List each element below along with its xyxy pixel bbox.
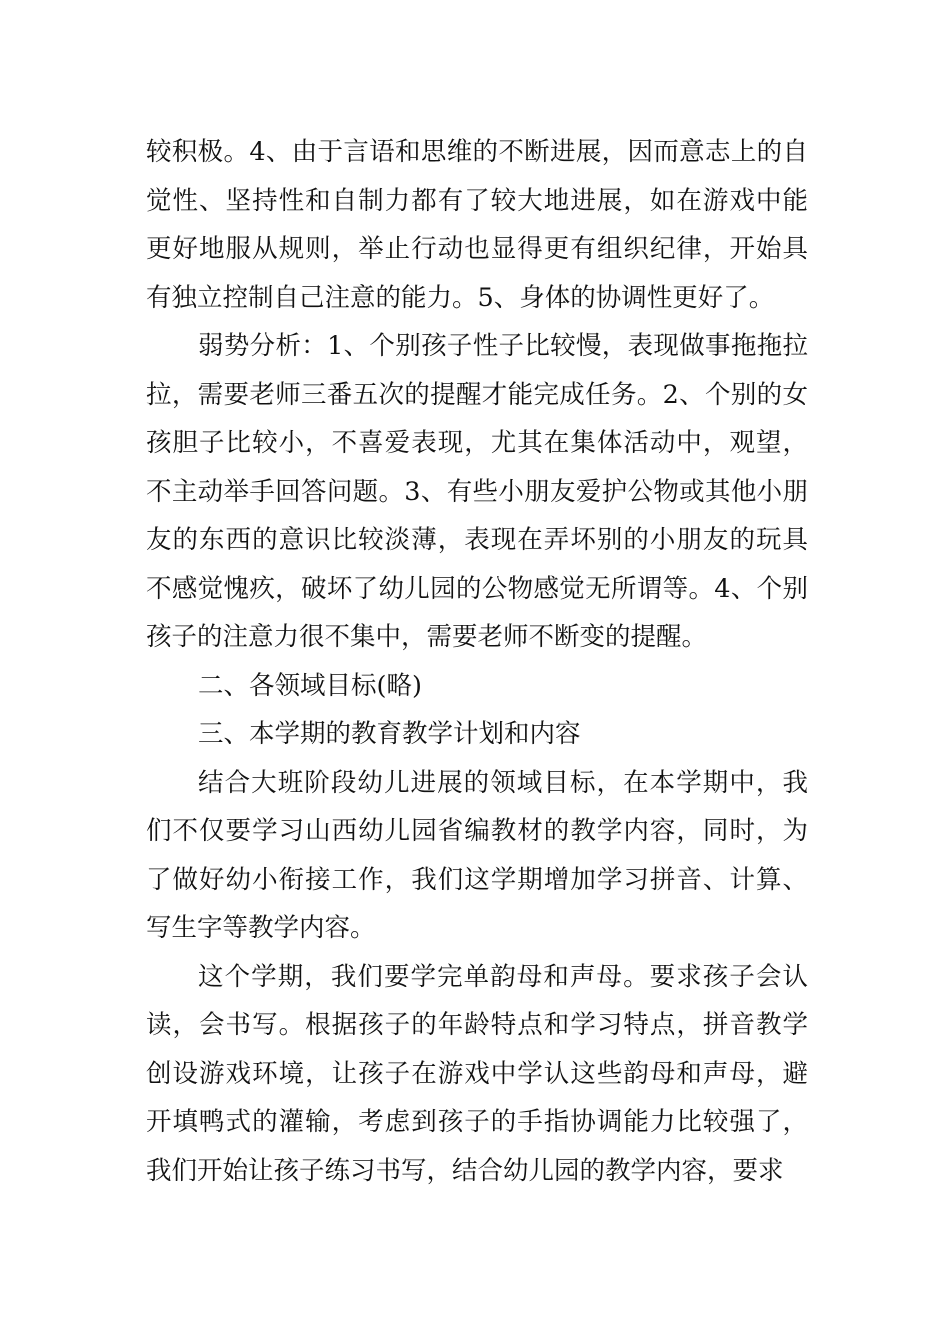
- document-page: [146, 128, 808, 1195]
- section-heading-teaching-plan: 三、本学期的教育教学计划和内容: [198, 719, 581, 749]
- paragraph-plan-content: 结合大班阶段幼儿进展的领域目标，在本学期中，我们不仅要学习山西幼儿园省编教材的教学内容，同时，为了做好幼小衔接工作，我们这学期增加学习拼音、计算、写生字等教学内容。: [146, 767, 808, 943]
- paragraph-continuation: 较积极。4、由于言语和思维的不断进展，因而意志上的自觉性、坚持性和自制力都有了较大地进展，如在游戏中能更好地服从规则，举止行动也显得更有组织纪律，开始具有独立控制自己注意的能力。5、身体的协调性更好了。: [146, 137, 808, 313]
- paragraph-weakness-analysis: 弱势分析：1、个别孩子性子比较慢，表现做事拖拖拉拉，需要老师三番五次的提醒才能完成任务。2、个别的女孩胆子比较小，不喜爱表现，尤其在集体活动中，观望，不主动举手回答问题。3、有些小朋友爱护公物或其他小朋友的东西的意识比较淡薄，表现在弄坏别的小朋友的玩具不感觉愧疚，破坏了幼儿园的公物感觉无所谓等。4、个别孩子的注意力很不集中，需要老师不断变的提醒。: [146, 331, 808, 652]
- paragraph-pinyin-teaching: 这个学期，我们要学完单韵母和声母。要求孩子会认读，会书写。根据孩子的年龄特点和学习特点，拼音教学创设游戏环境，让孩子在游戏中学认这些韵母和声母，避开填鸭式的灌输，考虑到孩子的手指协调能力比较强了，我们开始让孩子练习书写，结合幼儿园的教学内容，要求: [146, 961, 808, 1186]
- section-heading-domain-goals: 二、各领域目标(略): [198, 670, 422, 701]
